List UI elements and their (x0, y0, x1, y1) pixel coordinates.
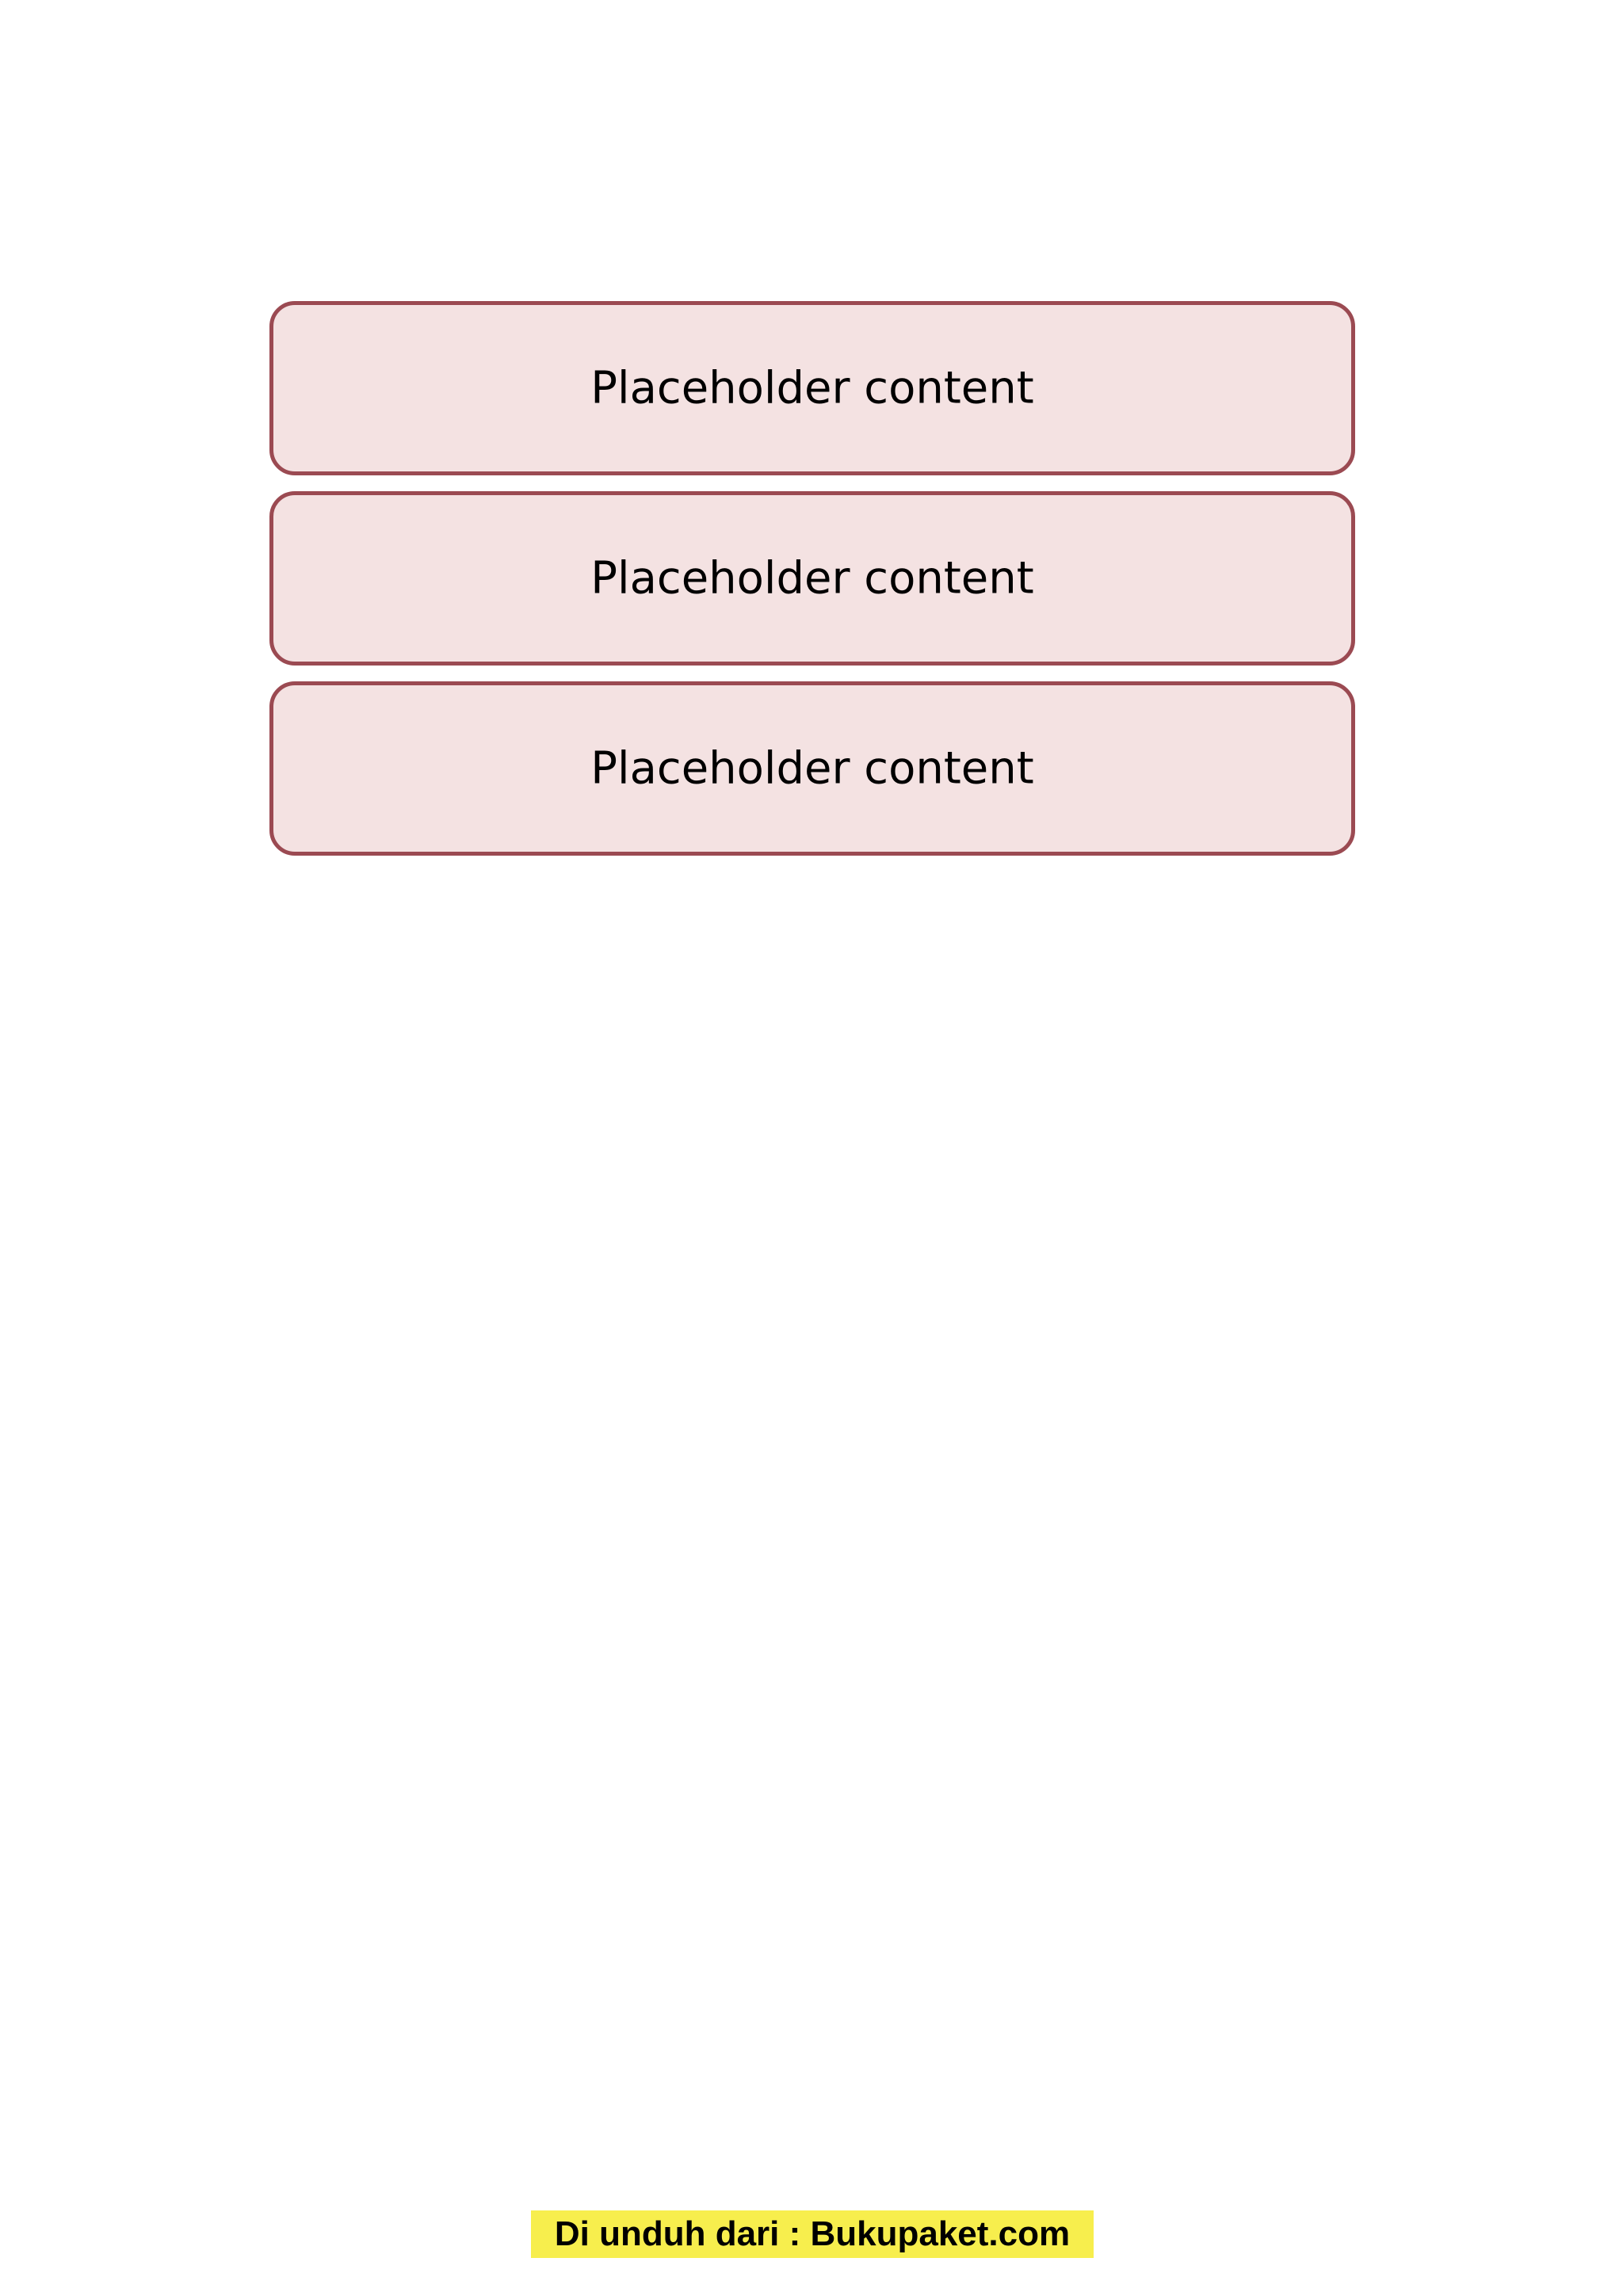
placeholder-block-2 (269, 491, 1355, 666)
placeholder-block-1 (269, 301, 1355, 475)
placeholder-block-3 (269, 681, 1355, 856)
placeholder-text-3: Placeholder content (590, 742, 1034, 795)
placeholder-text-2: Placeholder content (590, 552, 1034, 605)
placeholder-text-1: Placeholder content (590, 362, 1034, 414)
download-source-banner: Di unduh dari : Bukupaket.com (531, 2210, 1094, 2258)
